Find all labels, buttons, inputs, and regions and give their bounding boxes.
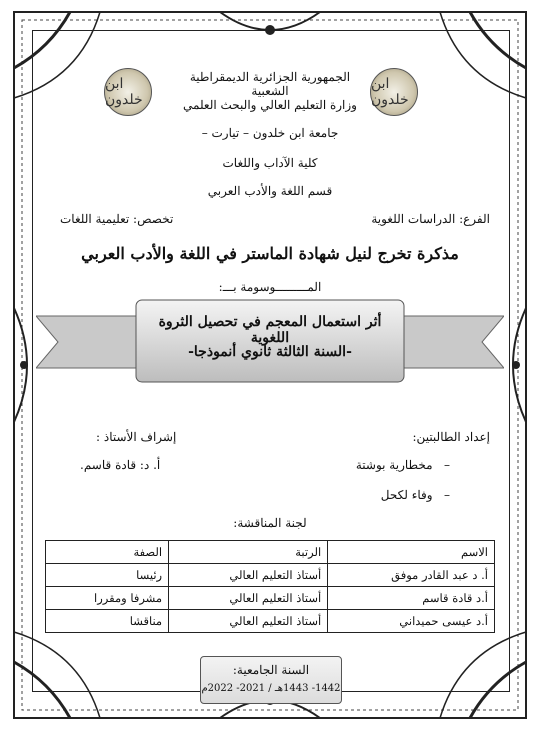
header-faculty: كلية الآداب واللغات: [222, 156, 318, 170]
cell-rank: أستاذ التعليم العالي: [169, 610, 328, 633]
university-logo-right: [370, 68, 418, 116]
header-rank: الرتبة: [169, 541, 328, 564]
specialty-label: تخصص: تعليمية اللغات: [60, 212, 174, 226]
table-row: [46, 610, 495, 633]
research-title-line2: -السنة الثالثة ثانوي أنموذجا-: [188, 344, 352, 360]
student-1-name: مخطارية بوشتة: [355, 458, 433, 472]
cell-role: رئيسا: [46, 564, 169, 587]
jury-table: [45, 540, 495, 633]
year-label: السنة الجامعية:: [232, 663, 310, 677]
header-role: الصفة: [46, 541, 169, 564]
cell-rank: أستاذ التعليم العالي: [169, 587, 328, 610]
student-2-name: وفاء لكحل: [380, 488, 433, 502]
supervisor-label: إشراف الأستاذ :: [96, 430, 177, 444]
bullet-dash: –: [432, 458, 450, 472]
cell-name: أ.د عيسى حميداني: [328, 610, 495, 633]
header-university: جامعة ابن خلدون – تيارت –: [201, 126, 339, 140]
thesis-title: مذكرة تخرج لنيل شهادة الماستر في اللغة والأدب العربي: [81, 244, 459, 263]
table-row: [46, 564, 495, 587]
header-ministry: وزارة التعليم العالي والبحث العلمي: [183, 98, 357, 112]
logo-text: ابن خلدون: [371, 76, 409, 108]
cell-role: مشرفا ومقررا: [46, 587, 169, 610]
header-republic: الجمهورية الجزائرية الديمقراطية الشعبية: [189, 70, 351, 98]
header-name: الاسم: [328, 541, 495, 564]
cell-name: أ.د قادة قاسم: [328, 587, 495, 610]
cell-name: أ. د عبد القادر موفق: [328, 564, 495, 587]
cell-role: مناقشا: [46, 610, 169, 633]
branch-label: الفرع: الدراسات اللغوية: [371, 212, 490, 226]
academic-year-box: [200, 656, 342, 704]
students-label: إعداد الطالبتين:: [412, 430, 490, 444]
table-header-row: [46, 541, 495, 564]
student-2: [381, 488, 450, 502]
year-value: 1442- 1443هـ / 2021- 2022م: [201, 683, 341, 694]
research-title-line1: أثر استعمال المعجم في تحصيل الثروة اللغوية: [158, 314, 382, 346]
table-row: [46, 587, 495, 610]
cell-rank: أستاذ التعليم العالي: [169, 564, 328, 587]
university-logo-left: [104, 68, 152, 116]
header-department: قسم اللغة والأدب العربي: [207, 184, 333, 198]
student-1: [356, 458, 450, 472]
supervisor-name: أ. د: قادة قاسم.: [80, 458, 161, 472]
logo-text: ابن خلدون: [105, 76, 143, 108]
bullet-dash: –: [432, 488, 450, 502]
subtitle: المـــــــــوسومة بـــ:: [218, 280, 322, 294]
committee-label: لجنة المناقشة:: [233, 516, 307, 530]
